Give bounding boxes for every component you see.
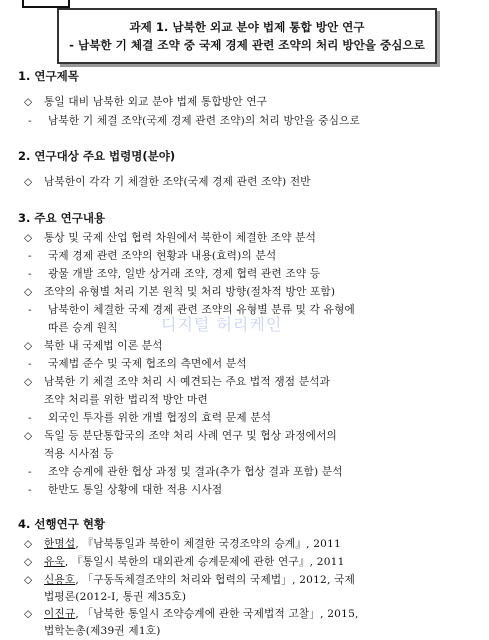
bullet-marker: - — [28, 250, 32, 262]
reference-author: 유욱 — [44, 556, 65, 568]
section-heading-2: 2. 연구대상 주요 법령명(분야) — [18, 149, 176, 163]
reference-author: 신용호 — [44, 574, 76, 586]
reference-item: ◇ 신용호, 「구동독체결조약의 처리와 협력의 국제법」, 2012, 국제 — [24, 574, 356, 586]
bullet-marker: ◇ — [24, 232, 33, 244]
bullet-marker: ◇ — [24, 96, 33, 108]
reference-continuation: 법평론(2012-I, 통권 제35호) — [44, 591, 187, 603]
section-heading-1: 1. 연구제목 — [18, 69, 79, 83]
title-line-1: 과제 1. 남북한 외교 분야 법제 통합 방안 연구 — [129, 20, 365, 34]
list-item: - 광물 개발 조약, 일반 상거래 조약, 경제 협력 관련 조약 등 — [28, 268, 321, 280]
reference-author: 이진규 — [44, 608, 76, 620]
bullet-marker: - — [28, 304, 32, 316]
bullet-marker: - — [28, 115, 32, 127]
list-item: - 남북한 기 체결 조약(국제 경제 관련 조약)의 처리 방안을 중심으로 — [28, 115, 361, 127]
list-item: ◇ 조약의 유형별 처리 기본 원칙 및 처리 방향(절차적 방안 포함) — [24, 286, 336, 298]
reference-continuation: 법학논총(제39권 제1호) — [44, 625, 161, 637]
list-item: ◇ 통일 대비 남북한 외교 분야 법제 통합방안 연구 — [24, 96, 268, 108]
reference-item: ◇ 이진규, 「남북한 통일시 조약승계에 관한 국제법적 고찰」, 2015, — [24, 608, 359, 620]
list-item: - 국제법 준수 및 국제 협조의 측면에서 분석 — [28, 358, 247, 370]
bullet-marker: ◇ — [24, 608, 33, 620]
list-item: ◇ 남북한이 각각 기 체결한 조약(국제 경제 관련 조약) 전반 — [24, 176, 311, 188]
list-item: - 남북한이 체결한 국제 경제 관련 조약의 유형별 분류 및 각 유형에 — [28, 304, 355, 316]
bullet-marker: - — [28, 268, 32, 280]
bullet-marker: ◇ — [24, 340, 33, 352]
bullet-marker: - — [28, 466, 32, 478]
bullet-marker: ◇ — [24, 376, 33, 388]
list-item-continuation: 따른 승계 원칙 — [48, 322, 118, 334]
title-line-2: - 남북한 기 체결 조약 중 국제 경제 관련 조약의 처리 방안을 중심으로 — [69, 38, 425, 52]
bullet-marker: ◇ — [24, 430, 33, 442]
list-item: - 한반도 통일 상황에 대한 적용 시사점 — [28, 484, 223, 496]
reference-item: ◇ 유욱, 『통일시 북한의 대외관계 승계문제에 관한 연구』, 2011 — [24, 556, 345, 568]
section-heading-3: 3. 주요 연구내용 — [18, 211, 106, 225]
bullet-marker: ◇ — [24, 286, 33, 298]
bullet-marker: ◇ — [24, 176, 33, 188]
bullet-marker: - — [28, 484, 32, 496]
list-item: - 조약 승계에 관한 협상 과정 및 결과(추가 협상 결과 포함) 분석 — [28, 466, 343, 478]
bullet-marker: - — [28, 358, 32, 370]
reference-author: 한명섭 — [44, 538, 76, 550]
bullet-marker: ◇ — [24, 538, 33, 550]
list-item: ◇ 남북한 기 체결 조약 처리 시 예견되는 주요 법적 쟁점 분석과 — [24, 376, 331, 388]
list-item: ◇ 북한 내 국제법 이론 분석 — [24, 340, 163, 352]
section-heading-4: 4. 선행연구 현황 — [18, 517, 106, 531]
list-item-continuation: 조약 처리를 위한 법리적 방안 마련 — [44, 394, 208, 406]
list-item: - 국제 경제 관련 조약의 현황과 내용(효력)의 분석 — [28, 250, 277, 262]
list-item: ◇ 독일 등 분단통합국의 조약 처리 사례 연구 및 협상 과정에서의 — [24, 430, 337, 442]
bullet-marker: - — [28, 412, 32, 424]
list-item-continuation: 적용 시사점 등 — [44, 448, 114, 460]
bullet-marker: ◇ — [24, 574, 33, 586]
list-item: - 외국인 투자를 위한 개별 협정의 효력 문제 분석 — [28, 412, 272, 424]
list-item: ◇ 통상 및 국제 산업 협력 차원에서 북한이 체결한 조약 분석 — [24, 232, 317, 244]
bullet-marker: ◇ — [24, 556, 33, 568]
reference-item: ◇ 한명섭, 『남북통일과 북한이 체결한 국경조약의 승계』, 2011 — [24, 538, 342, 550]
watermark-text: 디지털 허리케인 — [161, 315, 283, 334]
